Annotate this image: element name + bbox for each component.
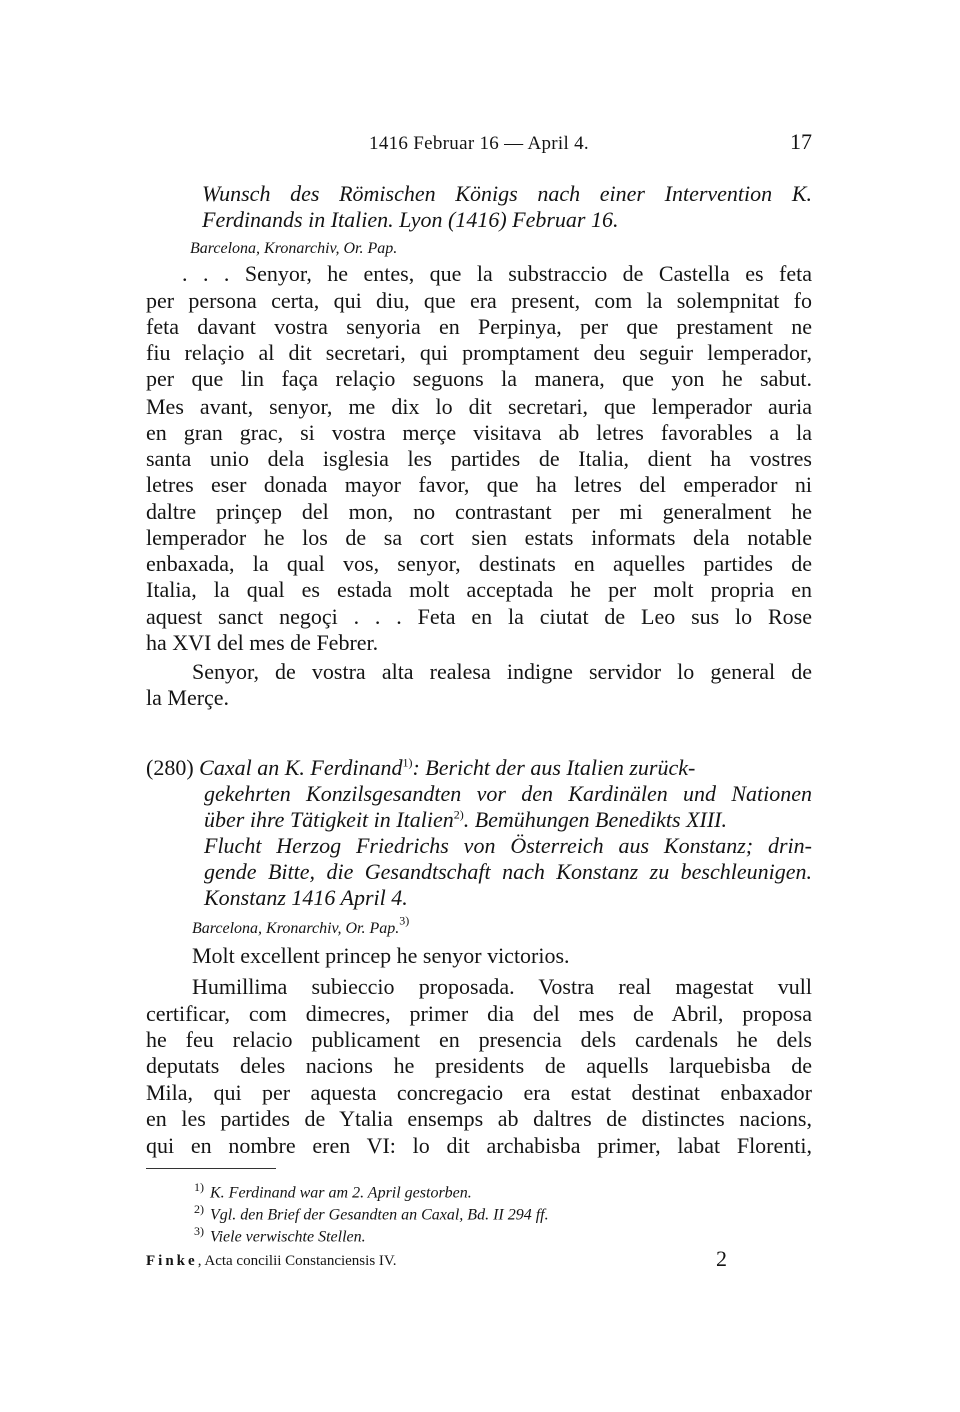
imprint-work: , Acta concilii Constanciensis IV. bbox=[197, 1253, 397, 1269]
footnote-ref: 3) bbox=[399, 913, 410, 928]
body-line: Mes avant, senyor, me dix lo dit secretari, que lemperador auria bbox=[146, 394, 812, 419]
running-title: 1416 Februar 16 — April 4. bbox=[369, 133, 589, 154]
doc1-title-line: Ferdinands in Italien. Lyon (1416) Februar 16. bbox=[202, 207, 619, 232]
body-line: en les partides de Ytalia ensemps ab daltres de distinctes nacions, bbox=[146, 1106, 812, 1131]
body-line: daltre prinçep del mon, no contrastant per mi generalment he bbox=[146, 499, 812, 524]
closing-line: Senyor, de vostra alta realesa indigne servidor lo general de bbox=[192, 659, 812, 684]
doc2-title-line: Flucht Herzog Friedrichs von Österreich aus Konstanz; drin- bbox=[204, 833, 812, 858]
doc1-title-line: Wunsch des Römischen Königs nach einer Intervention K. bbox=[202, 181, 812, 206]
salutation: Molt excellent princep he senyor victorios. bbox=[192, 943, 570, 968]
doc2-number: (280) bbox=[146, 755, 194, 780]
closing-line: la Merçe. bbox=[146, 685, 230, 710]
body-line: fiu relaçio al dit secretari, qui promptament deu seguir lemperador, bbox=[146, 340, 812, 365]
doc2-title-line3a: über ihre Tätigkeit in Italien bbox=[204, 807, 454, 832]
body-line: santa unio dela isglesia les partides de Italia, dient ha vostres bbox=[146, 446, 812, 471]
body-line: Italia, la qual es estada molt acceptada he per molt propria en bbox=[146, 577, 812, 602]
signature-mark: 2 bbox=[716, 1246, 727, 1271]
footnote-text: K. Ferdinand war am 2. April gestorben. bbox=[210, 1184, 472, 1202]
footnote bbox=[194, 1180, 472, 1202]
body-line: Humillima subieccio proposada. Vostra real magestat vull bbox=[192, 974, 812, 999]
running-header bbox=[146, 129, 812, 159]
footnote-text: Vgl. den Brief der Gesandten an Caxal, Bd. II 294 ff. bbox=[210, 1206, 549, 1224]
doc2-title-line: Konstanz 1416 April 4. bbox=[204, 885, 408, 910]
footnote-text: Viele verwischte Stellen. bbox=[210, 1228, 366, 1246]
doc2-title-line3b: . Bemühungen Benedikts XIII. bbox=[463, 807, 727, 832]
doc2-title-first: Caxal an K. Ferdinand bbox=[199, 755, 403, 780]
footnote-mark: 3) bbox=[194, 1224, 204, 1238]
body-line: Mila, qui per aquesta concregacio era estat destinat enbaxador bbox=[146, 1080, 812, 1105]
imprint-line bbox=[146, 1253, 397, 1270]
doc2-title-first-rest: : Bericht der aus Italien zurück- bbox=[412, 755, 696, 780]
body-line: certificar, com dimecres, primer dia del mes de Abril, proposa bbox=[146, 1001, 812, 1026]
body-line: . . . Senyor, he entes, que la substraccio de Castella es feta bbox=[182, 261, 812, 286]
footnote-mark: 1) bbox=[194, 1180, 204, 1194]
body-line: per persona certa, qui diu, que era present, com la solempnitat fo bbox=[146, 288, 812, 313]
body-line: he feu relacio publicament en presencia dels cardenals he dels bbox=[146, 1027, 812, 1052]
body-line: lemperador he los de sa cort sien estats informats dela notable bbox=[146, 525, 812, 550]
body-line: deputats deles nacions he presidents de aquells larquebisba de bbox=[146, 1053, 812, 1078]
doc2-source: Barcelona, Kronarchiv, Or. Pap. bbox=[192, 920, 400, 937]
imprint-author: Finke bbox=[146, 1253, 198, 1269]
body-line: qui en nombre eren VI: lo dit archabisba primer, labat Florenti, bbox=[146, 1133, 812, 1158]
footnote-ref: 1) bbox=[402, 755, 413, 770]
footnote bbox=[194, 1202, 549, 1224]
footnote-rule bbox=[146, 1168, 276, 1169]
body-line: per que lin faça relaçio seguons la manera, que yon he sabut. bbox=[146, 366, 812, 391]
doc2-title-line bbox=[204, 807, 812, 833]
body-line: feta davant vostra senyoria en Perpinya, per que prestament ne bbox=[146, 314, 812, 339]
doc2-title-line bbox=[146, 755, 812, 781]
footnote bbox=[194, 1224, 366, 1246]
body-line: en gran grac, si vostra merçe visitava ab letres favorables a la bbox=[146, 420, 812, 445]
body-line: aquest sanct negoçi . . . Feta en la ciutat de Leo sus lo Rose bbox=[146, 604, 812, 629]
footnote-ref: 2) bbox=[453, 807, 464, 822]
doc1-source: Barcelona, Kronarchiv, Or. Pap. bbox=[190, 240, 398, 257]
body-line: ha XVI del mes de Febrer. bbox=[146, 630, 379, 655]
page-number: 17 bbox=[790, 129, 812, 154]
body-line: letres eser donada mayor favor, que ha letres del emperador ni bbox=[146, 472, 812, 497]
doc2-title-line: gende Bitte, die Gesandtschaft nach Konstanz zu beschleunigen. bbox=[204, 859, 812, 884]
body-line: enbaxada, la qual vos, senyor, destinats en aquelles partides de bbox=[146, 551, 812, 576]
footnote-mark: 2) bbox=[194, 1202, 204, 1216]
doc2-title-line: gekehrten Konzilsgesandten vor den Kardinälen und Nationen bbox=[204, 781, 812, 806]
